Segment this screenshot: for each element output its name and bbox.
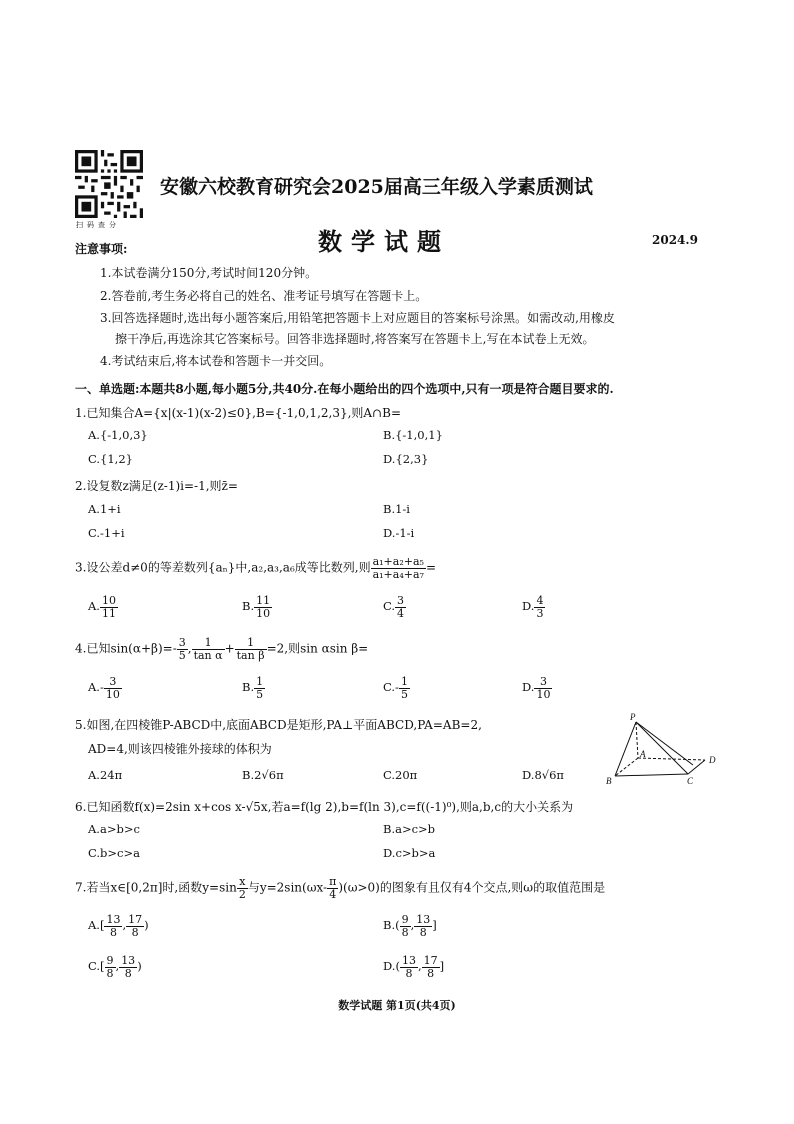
- notice-item: 4.考试结束后,将本试卷和答题卡一并交回。: [100, 354, 332, 368]
- option-d: D.-1-i: [383, 526, 415, 540]
- option-c: C.- $\frac{1}{5}$: [383, 675, 408, 701]
- option-d: D.c>b>a: [383, 846, 436, 860]
- notice-item: 1.本试卷满分150分,考试时间120分钟。: [100, 266, 318, 280]
- option-a: A.- $\frac{3}{10}$: [88, 675, 120, 701]
- option-a: A.{-1,0,3}: [88, 428, 148, 442]
- option-d: D.8√6π: [522, 768, 564, 782]
- question-stem: 1.已知集合A={x|(x-1)(x-2)≤0},B={-1,0,1,2,3},则A∩B=: [75, 406, 402, 420]
- option-d: D. $\frac{4}{3}$: [522, 594, 544, 620]
- option-b: B.( $\frac{9}{8}$ , $\frac{13}{8}$ ]: [383, 913, 437, 939]
- option-c: C.-1+i: [88, 526, 125, 540]
- question-stem: 6.已知函数f(x)=2sin x+cos x-√5x,若a=f(lg 2),b=f(ln 3),c=f((-1)⁰),则a,b,c的大小关系为: [75, 800, 574, 814]
- option-b: B.a>c>b: [383, 822, 436, 836]
- qr-caption: 扫码查分: [76, 221, 120, 229]
- question-stem-cont: AD=4,则该四棱锥外接球的体积为: [88, 742, 272, 756]
- option-d: D.( $\frac{13}{8}$ , $\frac{17}{8}$ ]: [383, 954, 445, 980]
- notice-item: 3.回答选择题时,选出每小题答案后,用铅笔把答题卡上对应题目的答案标号涂黑。如需改动,用橡皮: [100, 311, 615, 325]
- option-b: B.2√6π: [242, 768, 284, 782]
- pyramid-figure: [600, 710, 725, 788]
- option-c: C. $\frac{3}{4}$: [383, 594, 405, 620]
- vertex-c-label: C: [687, 776, 694, 786]
- page-footer: 数学试题 第1页(共4页): [338, 999, 456, 1012]
- option-a: A.24π: [88, 768, 123, 782]
- option-c: C.[ $\frac{9}{8}$ , $\frac{13}{8}$ ): [88, 954, 142, 980]
- option-a: A. $\frac{10}{11}$: [88, 594, 116, 620]
- option-a: A.a>b>c: [88, 822, 140, 836]
- vertex-p-label: P: [630, 712, 636, 722]
- notice-title: 注意事项:: [75, 242, 128, 256]
- qr-code: [75, 150, 143, 218]
- option-b: B.{-1,0,1}: [383, 428, 443, 442]
- vertex-d-label: D: [709, 755, 716, 765]
- vertex-b-label: B: [606, 776, 612, 786]
- notice-item: 2.答卷前,考生务必将自己的姓名、准考证号填写在答题卡上。: [100, 289, 428, 303]
- question-stem: 3.设公差d≠0的等差数列{aₙ}中,a₂,a₃,a₆成等比数列,则 $\frac{\text{a₁+a₂+a₅}}{\text{a₁+a₄+a₇}}$ =: [75, 555, 436, 581]
- option-a: A.1+i: [88, 502, 121, 516]
- vertex-a-label: A: [640, 749, 646, 759]
- option-c: C.20π: [383, 768, 418, 782]
- question-stem: 2.设复数z满足(z-1)i=-1,则z̄=: [75, 479, 238, 493]
- question-stem: 4.已知sin(α+β)=- $\frac{3}{5}$ , $\frac{1}{\text{tan α}}$ + $\frac{1}{\text{tan β}}$ =2,则sin αsin β=: [75, 636, 369, 662]
- option-d: D. $\frac{3}{10}$: [522, 675, 551, 701]
- option-b: B. $\frac{1}{5}$: [242, 675, 264, 701]
- option-d: D.{2,3}: [383, 452, 429, 466]
- fraction: $\frac{\text{a₁+a₂+a₅}}{\text{a₁+a₄+a₇}}$: [372, 555, 424, 581]
- option-c: C.b>c>a: [88, 846, 140, 860]
- exam-header: 安徽六校教育研究会2025届高三年级入学素质测试: [160, 176, 593, 198]
- option-a: A.[ $\frac{13}{8}$ , $\frac{17}{8}$ ): [88, 913, 149, 939]
- section-heading: 一、单选题:本题共8小题,每小题5分,共40分.在每小题给出的四个选项中,只有一项是符合题目要求的.: [75, 382, 614, 396]
- stem-text: 3.设公差d≠0的等差数列{aₙ}中,a₂,a₃,a₆成等比数列,则: [75, 560, 371, 575]
- option-b: B.1-i: [383, 502, 410, 516]
- question-stem: 7.若当x∈[0,2π]时,函数y=sin $\frac{x}{2}$ 与y=2sin(ωx- $\frac{\pi}{4}$ )(ω>0)的图象有且仅有4个交点,则ω的取值范围是: [75, 875, 606, 901]
- notice-item: 擦干净后,再选涂其它答案标号。回答非选择题时,将答案写在答题卡上,写在本试卷上无效。: [115, 332, 595, 346]
- option-c: C.{1,2}: [88, 452, 133, 466]
- page-title: 数学试题: [318, 227, 450, 256]
- option-b: B. $\frac{11}{10}$: [242, 594, 271, 620]
- exam-date: 2024.9: [652, 233, 698, 247]
- question-stem: 5.如图,在四棱锥P-ABCD中,底面ABCD是矩形,PA⊥平面ABCD,PA=AB=2,: [75, 718, 482, 732]
